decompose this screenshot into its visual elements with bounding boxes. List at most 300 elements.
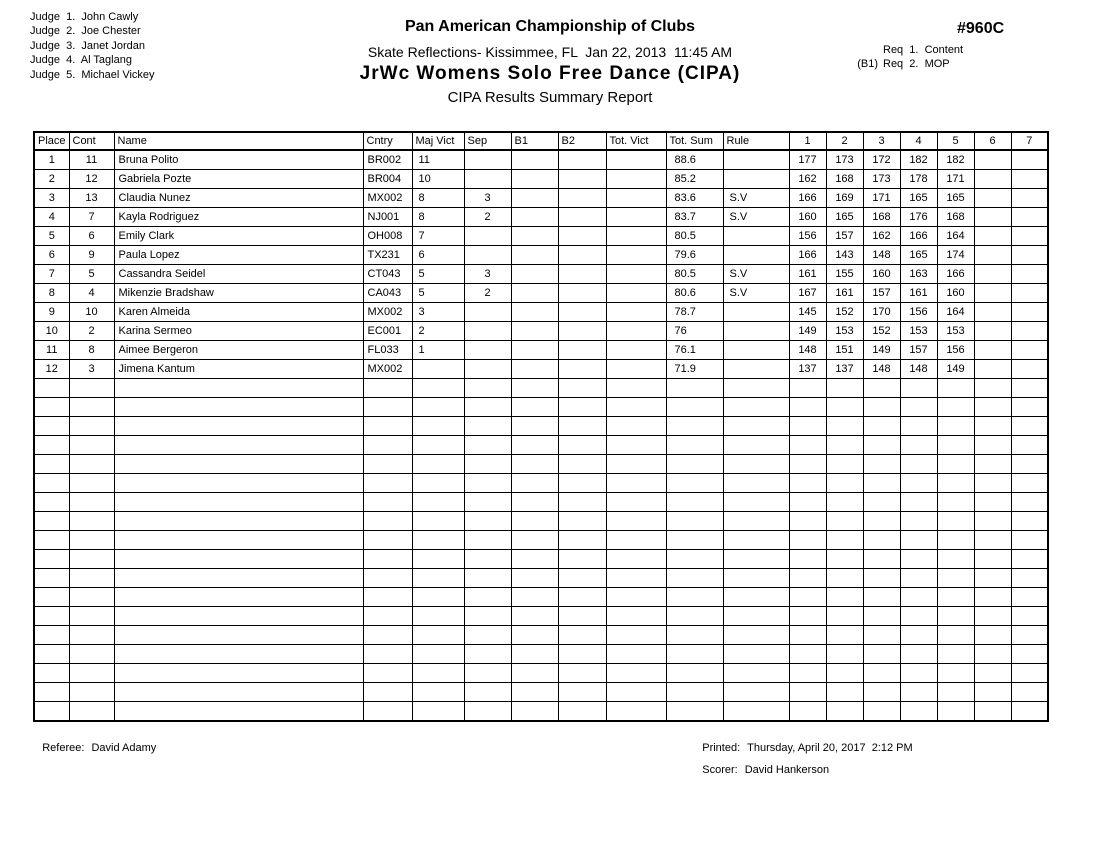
empty-cell xyxy=(34,645,69,664)
empty-cell xyxy=(363,645,412,664)
empty-cell xyxy=(34,569,69,588)
scorer-name: David Hankerson xyxy=(744,764,830,776)
empty-cell xyxy=(900,645,937,664)
empty-cell xyxy=(723,379,789,398)
table-row xyxy=(34,265,1048,284)
table-cell: 80.5 xyxy=(666,227,723,246)
table-cell xyxy=(723,170,789,189)
table-cell xyxy=(606,208,666,227)
table-cell xyxy=(464,322,511,341)
empty-cell xyxy=(511,455,558,474)
table-cell xyxy=(606,246,666,265)
empty-cell xyxy=(723,664,789,683)
empty-cell xyxy=(666,474,723,493)
empty-cell xyxy=(464,474,511,493)
empty-cell xyxy=(412,664,464,683)
table-cell xyxy=(558,189,606,208)
empty-cell xyxy=(363,626,412,645)
table-cell: MX002 xyxy=(363,303,412,322)
empty-cell xyxy=(511,474,558,493)
empty-cell xyxy=(511,645,558,664)
empty-cell xyxy=(789,645,826,664)
empty-cell xyxy=(558,569,606,588)
empty-cell xyxy=(558,474,606,493)
empty-cell xyxy=(937,398,974,417)
table-cell: 182 xyxy=(900,150,937,170)
empty-cell xyxy=(412,474,464,493)
empty-cell xyxy=(464,626,511,645)
empty-cell xyxy=(464,664,511,683)
empty-cell xyxy=(34,683,69,702)
judge-line: Judge 5. Michael Vickey xyxy=(30,68,155,81)
empty-cell xyxy=(363,588,412,607)
table-cell: 161 xyxy=(789,265,826,284)
empty-cell xyxy=(464,436,511,455)
table-cell xyxy=(723,360,789,379)
table-cell xyxy=(1011,303,1048,322)
empty-cell xyxy=(464,455,511,474)
column-header: Name xyxy=(114,132,363,150)
empty-cell xyxy=(1011,683,1048,702)
column-header: 1 xyxy=(789,132,826,150)
table-cell: 7 xyxy=(69,208,114,227)
table-cell: 170 xyxy=(863,303,900,322)
table-cell xyxy=(723,227,789,246)
empty-cell xyxy=(412,436,464,455)
table-cell: 164 xyxy=(937,227,974,246)
table-cell: 166 xyxy=(789,189,826,208)
empty-cell xyxy=(863,550,900,569)
table-cell xyxy=(606,322,666,341)
table-cell: 5 xyxy=(412,284,464,303)
empty-cell xyxy=(826,550,863,569)
empty-cell xyxy=(69,550,114,569)
empty-cell xyxy=(558,683,606,702)
table-cell: 11 xyxy=(412,150,464,170)
empty-cell xyxy=(464,588,511,607)
empty-cell xyxy=(511,550,558,569)
empty-cell xyxy=(666,588,723,607)
event-number: #960C xyxy=(957,20,1005,37)
empty-cell xyxy=(974,436,1011,455)
table-cell xyxy=(558,341,606,360)
table-cell: 161 xyxy=(826,284,863,303)
table-cell: Gabriela Pozte xyxy=(114,170,363,189)
empty-cell xyxy=(606,379,666,398)
empty-cell xyxy=(723,455,789,474)
table-cell: 168 xyxy=(937,208,974,227)
table-cell: BR002 xyxy=(363,150,412,170)
empty-cell xyxy=(34,702,69,722)
table-cell: 10 xyxy=(69,303,114,322)
empty-cell xyxy=(723,550,789,569)
empty-cell xyxy=(1011,626,1048,645)
empty-cell xyxy=(826,683,863,702)
empty-cell xyxy=(606,493,666,512)
column-header: 3 xyxy=(863,132,900,150)
table-row xyxy=(34,246,1048,265)
empty-cell xyxy=(863,474,900,493)
empty-cell xyxy=(606,683,666,702)
empty-cell xyxy=(723,512,789,531)
column-header: 7 xyxy=(1011,132,1048,150)
table-row xyxy=(34,150,1048,170)
requirement-line xyxy=(845,57,1045,71)
table-cell xyxy=(464,360,511,379)
empty-cell xyxy=(69,436,114,455)
empty-cell xyxy=(937,436,974,455)
judge-line: Judge 3. Janet Jordan xyxy=(30,39,145,52)
empty-cell xyxy=(511,683,558,702)
table-cell xyxy=(974,303,1011,322)
empty-cell xyxy=(114,569,363,588)
empty-cell xyxy=(826,702,863,722)
table-cell xyxy=(1011,227,1048,246)
table-cell: 173 xyxy=(863,170,900,189)
empty-cell xyxy=(863,379,900,398)
table-cell: 161 xyxy=(900,284,937,303)
empty-cell xyxy=(114,550,363,569)
table-cell: 6 xyxy=(69,227,114,246)
requirement-text: Req 2. MOP xyxy=(883,58,950,70)
table-cell xyxy=(1011,265,1048,284)
empty-cell xyxy=(69,645,114,664)
empty-cell xyxy=(69,702,114,722)
empty-cell xyxy=(363,550,412,569)
empty-table-row xyxy=(34,417,1048,436)
empty-cell xyxy=(34,607,69,626)
table-cell: 10 xyxy=(412,170,464,189)
table-cell: 160 xyxy=(863,265,900,284)
empty-cell xyxy=(363,683,412,702)
empty-cell xyxy=(558,664,606,683)
table-cell: 156 xyxy=(937,341,974,360)
table-cell: 155 xyxy=(826,265,863,284)
table-cell: 3 xyxy=(464,189,511,208)
empty-cell xyxy=(666,683,723,702)
empty-cell xyxy=(723,531,789,550)
results-table-body xyxy=(34,150,1048,721)
table-cell: 148 xyxy=(900,360,937,379)
table-cell: 172 xyxy=(863,150,900,170)
empty-cell xyxy=(789,531,826,550)
empty-cell xyxy=(1011,398,1048,417)
table-cell: FL033 xyxy=(363,341,412,360)
empty-cell xyxy=(974,588,1011,607)
table-cell: 165 xyxy=(826,208,863,227)
empty-cell xyxy=(412,702,464,722)
empty-cell xyxy=(937,474,974,493)
empty-cell xyxy=(900,417,937,436)
table-cell: 76.1 xyxy=(666,341,723,360)
empty-cell xyxy=(558,645,606,664)
table-cell: 148 xyxy=(863,360,900,379)
empty-cell xyxy=(558,493,606,512)
empty-cell xyxy=(937,607,974,626)
table-cell: 7 xyxy=(34,265,69,284)
requirement-prefix: (B1) xyxy=(857,58,878,70)
table-cell: 182 xyxy=(937,150,974,170)
empty-cell xyxy=(114,493,363,512)
table-row xyxy=(34,170,1048,189)
empty-cell xyxy=(412,398,464,417)
empty-cell xyxy=(937,379,974,398)
empty-cell xyxy=(114,436,363,455)
empty-cell xyxy=(464,398,511,417)
empty-cell xyxy=(34,493,69,512)
table-cell: S.V xyxy=(723,189,789,208)
empty-cell xyxy=(789,626,826,645)
column-header: Sep xyxy=(464,132,511,150)
empty-cell xyxy=(558,626,606,645)
table-cell: Mikenzie Bradshaw xyxy=(114,284,363,303)
empty-cell xyxy=(900,626,937,645)
table-cell xyxy=(511,227,558,246)
event-number-block xyxy=(845,20,1045,71)
empty-cell xyxy=(863,569,900,588)
empty-cell xyxy=(606,626,666,645)
empty-cell xyxy=(412,645,464,664)
requirement-line xyxy=(845,43,1045,57)
table-cell: MX002 xyxy=(363,360,412,379)
table-row xyxy=(34,208,1048,227)
empty-cell xyxy=(34,398,69,417)
empty-cell xyxy=(363,379,412,398)
table-cell xyxy=(1011,189,1048,208)
empty-cell xyxy=(723,626,789,645)
table-cell: 78.7 xyxy=(666,303,723,322)
empty-cell xyxy=(723,417,789,436)
empty-cell xyxy=(606,588,666,607)
empty-cell xyxy=(666,436,723,455)
empty-cell xyxy=(937,702,974,722)
empty-cell xyxy=(900,436,937,455)
table-cell: 156 xyxy=(900,303,937,322)
empty-cell xyxy=(974,493,1011,512)
table-cell xyxy=(558,246,606,265)
empty-cell xyxy=(114,474,363,493)
empty-cell xyxy=(666,626,723,645)
championship-title: Pan American Championship of Clubs xyxy=(404,18,696,35)
empty-cell xyxy=(363,702,412,722)
empty-cell xyxy=(511,588,558,607)
empty-cell xyxy=(937,512,974,531)
empty-table-row xyxy=(34,455,1048,474)
table-cell xyxy=(723,150,789,170)
table-cell: 171 xyxy=(863,189,900,208)
empty-cell xyxy=(412,569,464,588)
table-cell: EC001 xyxy=(363,322,412,341)
empty-cell xyxy=(1011,436,1048,455)
table-cell: S.V xyxy=(723,208,789,227)
empty-cell xyxy=(723,588,789,607)
empty-cell xyxy=(666,569,723,588)
table-cell: Kayla Rodriguez xyxy=(114,208,363,227)
empty-cell xyxy=(412,626,464,645)
table-cell: 80.5 xyxy=(666,265,723,284)
empty-cell xyxy=(826,455,863,474)
venue-datetime-line: Skate Reflections- Kissimmee, FL Jan 22, 2013 11:45 AM xyxy=(367,44,733,60)
table-cell: 160 xyxy=(789,208,826,227)
empty-cell xyxy=(723,398,789,417)
table-cell xyxy=(511,208,558,227)
empty-cell xyxy=(974,607,1011,626)
empty-table-row xyxy=(34,645,1048,664)
table-cell: 11 xyxy=(69,150,114,170)
empty-cell xyxy=(974,379,1011,398)
empty-cell xyxy=(558,550,606,569)
table-cell: 7 xyxy=(412,227,464,246)
empty-cell xyxy=(900,398,937,417)
empty-cell xyxy=(666,398,723,417)
empty-cell xyxy=(723,702,789,722)
table-cell xyxy=(412,360,464,379)
empty-cell xyxy=(464,702,511,722)
table-cell xyxy=(974,227,1011,246)
empty-cell xyxy=(363,664,412,683)
empty-cell xyxy=(34,455,69,474)
empty-cell xyxy=(69,626,114,645)
table-cell: 4 xyxy=(34,208,69,227)
empty-table-row xyxy=(34,379,1048,398)
empty-cell xyxy=(511,569,558,588)
empty-cell xyxy=(826,588,863,607)
empty-cell xyxy=(69,569,114,588)
empty-table-row xyxy=(34,607,1048,626)
empty-cell xyxy=(412,379,464,398)
empty-cell xyxy=(511,512,558,531)
empty-cell xyxy=(606,569,666,588)
table-cell: 8 xyxy=(69,341,114,360)
table-cell: 148 xyxy=(863,246,900,265)
empty-cell xyxy=(363,455,412,474)
table-cell: 76 xyxy=(666,322,723,341)
table-cell xyxy=(464,341,511,360)
table-cell xyxy=(558,170,606,189)
empty-cell xyxy=(1011,379,1048,398)
table-cell xyxy=(464,227,511,246)
table-cell: 173 xyxy=(826,150,863,170)
table-cell xyxy=(511,360,558,379)
table-cell: 157 xyxy=(900,341,937,360)
column-header: Tot. Vict xyxy=(606,132,666,150)
empty-cell xyxy=(937,569,974,588)
empty-cell xyxy=(69,683,114,702)
empty-cell xyxy=(900,702,937,722)
empty-table-row xyxy=(34,531,1048,550)
table-cell: 148 xyxy=(789,341,826,360)
empty-cell xyxy=(34,474,69,493)
empty-cell xyxy=(723,645,789,664)
empty-cell xyxy=(34,664,69,683)
empty-cell xyxy=(723,436,789,455)
table-row xyxy=(34,322,1048,341)
table-cell: Claudia Nunez xyxy=(114,189,363,208)
empty-cell xyxy=(464,379,511,398)
judge-line: Judge 1. John Cawly xyxy=(30,11,139,23)
printed-value: Thursday, April 20, 2017 2:12 PM xyxy=(747,742,913,754)
table-cell: 153 xyxy=(900,322,937,341)
empty-cell xyxy=(826,531,863,550)
table-cell: 83.7 xyxy=(666,208,723,227)
empty-cell xyxy=(558,436,606,455)
empty-cell xyxy=(114,398,363,417)
table-cell xyxy=(974,322,1011,341)
table-cell xyxy=(558,360,606,379)
empty-table-row xyxy=(34,398,1048,417)
judge-line: Judge 2. Joe Chester xyxy=(30,25,141,38)
referee-label: Referee: xyxy=(42,742,85,754)
empty-cell xyxy=(900,531,937,550)
empty-cell xyxy=(363,512,412,531)
table-cell: 152 xyxy=(826,303,863,322)
table-cell: 166 xyxy=(900,227,937,246)
table-cell xyxy=(974,360,1011,379)
empty-cell xyxy=(863,512,900,531)
empty-cell xyxy=(789,474,826,493)
table-cell xyxy=(558,208,606,227)
table-cell: 9 xyxy=(69,246,114,265)
empty-cell xyxy=(900,493,937,512)
table-cell xyxy=(464,170,511,189)
empty-cell xyxy=(789,702,826,722)
table-cell: OH008 xyxy=(363,227,412,246)
table-cell: 153 xyxy=(937,322,974,341)
requirements-list xyxy=(845,43,1045,71)
empty-cell xyxy=(900,512,937,531)
table-cell: 8 xyxy=(34,284,69,303)
empty-cell xyxy=(826,474,863,493)
table-cell xyxy=(606,150,666,170)
empty-cell xyxy=(34,588,69,607)
table-cell xyxy=(558,303,606,322)
empty-cell xyxy=(1011,417,1048,436)
empty-cell xyxy=(464,550,511,569)
table-cell xyxy=(558,227,606,246)
empty-cell xyxy=(666,512,723,531)
empty-cell xyxy=(900,607,937,626)
empty-cell xyxy=(1011,588,1048,607)
empty-cell xyxy=(723,607,789,626)
empty-cell xyxy=(666,417,723,436)
empty-cell xyxy=(974,702,1011,722)
empty-cell xyxy=(606,645,666,664)
table-cell: Karen Almeida xyxy=(114,303,363,322)
empty-cell xyxy=(363,474,412,493)
empty-cell xyxy=(464,417,511,436)
table-cell: 4 xyxy=(69,284,114,303)
table-cell: CA043 xyxy=(363,284,412,303)
table-cell xyxy=(1011,208,1048,227)
empty-cell xyxy=(974,474,1011,493)
table-cell xyxy=(974,189,1011,208)
table-cell xyxy=(974,246,1011,265)
empty-cell xyxy=(114,531,363,550)
empty-cell xyxy=(69,398,114,417)
empty-cell xyxy=(789,607,826,626)
empty-cell xyxy=(34,626,69,645)
table-cell: 137 xyxy=(789,360,826,379)
empty-cell xyxy=(511,702,558,722)
empty-cell xyxy=(863,645,900,664)
referee-name: David Adamy xyxy=(91,742,157,754)
column-header: 5 xyxy=(937,132,974,150)
table-cell xyxy=(558,265,606,284)
empty-cell xyxy=(723,493,789,512)
table-cell xyxy=(606,170,666,189)
column-header: Place xyxy=(34,132,69,150)
empty-cell xyxy=(412,417,464,436)
